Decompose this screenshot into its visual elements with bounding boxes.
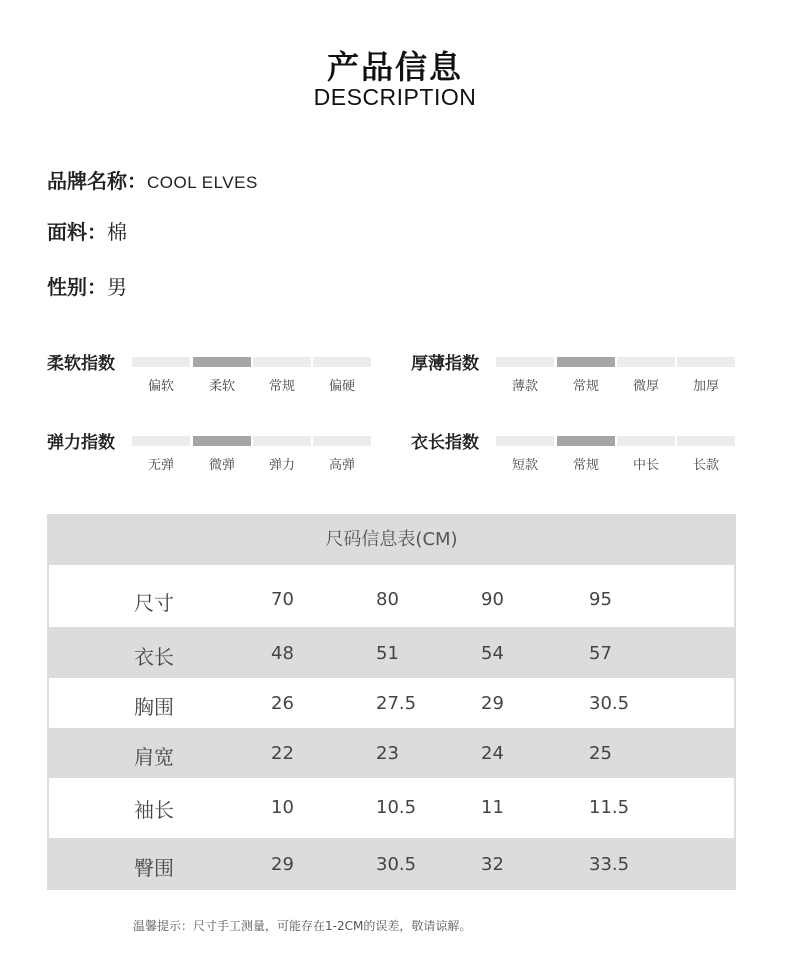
index-option-label: 微弹 [208, 458, 235, 473]
index-segment [253, 436, 311, 446]
table-cell: 32 [481, 854, 504, 875]
page-title-en: DESCRIPTION [313, 84, 477, 110]
index-option-label: 加厚 [692, 379, 719, 394]
table-cell: 10.5 [376, 797, 417, 818]
table-cell: 95 [589, 589, 612, 610]
index-option-label: 常规 [572, 458, 599, 473]
index-segment [617, 357, 675, 367]
index-segment [557, 436, 615, 446]
table-cell: 51 [376, 643, 399, 664]
table-cell: 70 [271, 589, 294, 610]
page-title-zh: 产品信息 [326, 48, 463, 86]
table-row [49, 627, 734, 678]
info-brand-label: 品牌名称： [47, 169, 147, 193]
index-option-label: 弹力 [268, 458, 295, 473]
index-option-label: 无弹 [147, 458, 174, 473]
table-cell: 24 [481, 743, 504, 764]
index-segment [557, 357, 615, 367]
index-option-label: 柔软 [208, 379, 235, 394]
index-segment [617, 436, 675, 446]
table-cell: 90 [481, 589, 504, 610]
table-row [49, 838, 734, 890]
info-gender-value: 男 [107, 275, 127, 299]
index-option-label: 短款 [511, 458, 538, 473]
table-cell: 57 [589, 643, 612, 664]
index-bar [132, 436, 372, 473]
table-cell-label: 衣长 [134, 645, 174, 669]
table-cell: 26 [271, 693, 294, 714]
table-cell-label: 尺寸 [134, 591, 174, 615]
size-table [47, 514, 736, 890]
table-cell: 29 [271, 854, 294, 875]
index-segment [677, 436, 735, 446]
index-segment [193, 436, 251, 446]
table-row [49, 728, 734, 778]
info-gender-label: 性别： [47, 275, 107, 299]
index-label: 弹力指数 [47, 433, 115, 453]
index-option-label: 微厚 [632, 379, 659, 394]
table-cell-label: 胸围 [134, 695, 174, 719]
index-option-label: 高弹 [328, 458, 355, 473]
index-label: 衣长指数 [411, 433, 479, 453]
table-cell: 30.5 [589, 693, 630, 714]
table-row [49, 565, 734, 627]
table-row [49, 678, 734, 728]
table-cell: 29 [481, 693, 504, 714]
index-option-label: 薄款 [511, 379, 538, 394]
index-option-label: 偏软 [147, 379, 174, 394]
index-bar [496, 436, 736, 473]
index-segment [313, 436, 371, 446]
table-cell: 11.5 [589, 797, 630, 818]
index-bar [132, 357, 372, 394]
index-option-label: 常规 [268, 379, 295, 394]
index-segment [496, 357, 554, 367]
size-table-title: 尺码信息表(CM) [325, 529, 458, 550]
index-bar [496, 357, 736, 394]
index-label: 厚薄指数 [411, 354, 479, 374]
table-cell: 33.5 [589, 854, 630, 875]
info-brand [47, 165, 258, 194]
index-segment [313, 357, 371, 367]
table-cell: 25 [589, 743, 612, 764]
index-option-label: 偏硬 [328, 379, 355, 394]
table-cell: 54 [481, 643, 504, 664]
index-segment [253, 357, 311, 367]
table-cell: 10 [271, 797, 294, 818]
table-cell-label: 肩宽 [134, 745, 174, 769]
index-segment [193, 357, 251, 367]
measurement-note: 温馨提示：尺寸手工测量，可能存在1-2CM的误差，敬请谅解。 [133, 919, 472, 933]
index-option-label: 长款 [692, 458, 719, 473]
index-segment [132, 357, 190, 367]
index-option-label: 常规 [572, 379, 599, 394]
index-option-label: 中长 [632, 458, 659, 473]
table-row [49, 778, 734, 838]
table-cell: 80 [376, 589, 399, 610]
info-fabric-value: 棉 [107, 220, 127, 244]
info-brand-value: COOL ELVES [147, 173, 258, 192]
table-cell: 27.5 [376, 693, 417, 714]
index-segment [132, 436, 190, 446]
table-cell: 30.5 [376, 854, 417, 875]
info-gender [47, 271, 127, 300]
info-fabric-label: 面料： [47, 220, 107, 244]
index-label: 柔软指数 [47, 354, 115, 374]
info-fabric [47, 216, 127, 245]
table-cell: 11 [481, 797, 504, 818]
table-cell: 22 [271, 743, 294, 764]
table-cell-label: 袖长 [134, 798, 174, 822]
table-cell: 48 [271, 643, 294, 664]
index-segment [677, 357, 735, 367]
table-cell-label: 臀围 [134, 856, 174, 880]
table-cell: 23 [376, 743, 399, 764]
index-segment [496, 436, 554, 446]
